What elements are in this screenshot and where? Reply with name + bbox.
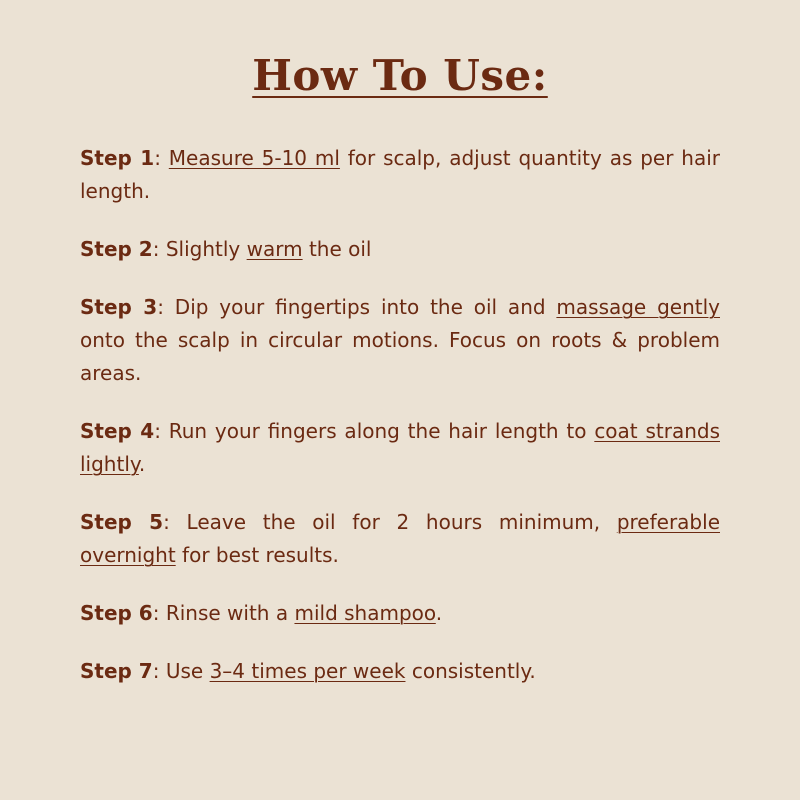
step-text: Run your fingers along the hair length to bbox=[168, 419, 595, 443]
step-label: Step 5 bbox=[80, 510, 164, 534]
step-text: for best results. bbox=[175, 543, 339, 567]
step-text: the oil bbox=[302, 237, 372, 261]
step-label: Step 7 bbox=[80, 659, 153, 683]
step-label: Step 2 bbox=[80, 237, 153, 261]
step-label: Step 6 bbox=[80, 601, 153, 625]
step-highlight: 3–4 times per week bbox=[209, 659, 406, 683]
step-4: Step 4: Run your fingers along the hair length to coat strands lightly. bbox=[80, 419, 720, 476]
step-2: Step 2: Slightly warm the oil bbox=[80, 237, 372, 261]
step-3: Step 3: Dip your fingertips into the oil and massage gently onto the scalp in circular motions. Focus on roots & problem areas. bbox=[80, 295, 720, 385]
step-text: onto the scalp in circular motions. Focus on roots & problem areas. bbox=[80, 328, 720, 385]
step-label: Step 1 bbox=[80, 146, 155, 170]
step-text: Dip your fingertips into the oil and bbox=[174, 295, 557, 319]
step-text: . bbox=[435, 601, 443, 625]
step-label: Step 4 bbox=[80, 419, 155, 443]
step-text: Use bbox=[165, 659, 210, 683]
step-highlight: preferable overnight bbox=[80, 510, 720, 567]
step-highlight: massage gently bbox=[556, 295, 720, 319]
step-text: Slightly bbox=[165, 237, 247, 261]
step-label: Step 3 bbox=[80, 295, 158, 319]
step-text: consistently. bbox=[405, 659, 536, 683]
step-text: Leave the oil for 2 hours minimum, bbox=[186, 510, 617, 534]
step-1: Step 1: Measure 5-10 ml for scalp, adjust quantity as per hair length. bbox=[80, 146, 720, 203]
step-text: for scalp, adjust quantity as per hair length. bbox=[80, 146, 720, 203]
step-highlight: coat strands lightly bbox=[80, 419, 720, 476]
step-7: Step 7: Use 3–4 times per week consistently. bbox=[80, 659, 536, 683]
step-text: Rinse with a bbox=[165, 601, 295, 625]
step-6: Step 6: Rinse with a mild shampoo. bbox=[80, 601, 443, 625]
page-title: How To Use: bbox=[252, 51, 548, 100]
step-highlight: warm bbox=[246, 237, 303, 261]
step-highlight: mild shampoo bbox=[294, 601, 436, 625]
step-5: Step 5: Leave the oil for 2 hours minimum, preferable overnight for best results. bbox=[80, 510, 720, 567]
step-highlight: Measure 5-10 ml bbox=[168, 146, 340, 170]
step-text: . bbox=[138, 452, 146, 476]
steps-list bbox=[80, 142, 720, 688]
